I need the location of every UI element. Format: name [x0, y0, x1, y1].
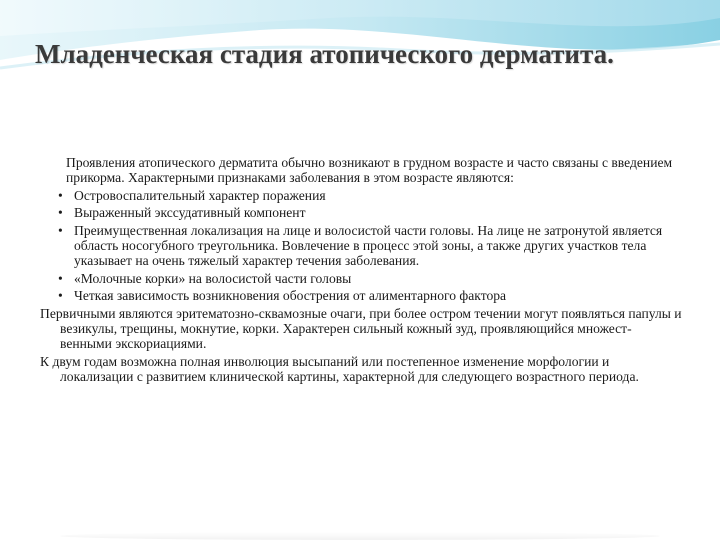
bottom-shadow-decoration — [60, 532, 660, 540]
bullet-item — [44, 188, 682, 203]
body-paragraph: Первичными являются эритематозно-сквамозные очаги, при более остром течении могут появляться папулы и везикулы, трещины, мокнутие, корки. Характерен сильный кожный зуд, проявляющийся множест-венными экскориациями. — [40, 305, 682, 352]
slide-title: Младенческая стадия атопического дерматита. — [35, 39, 614, 69]
bullet-marker: • — [58, 187, 63, 203]
bullet-marker: • — [58, 205, 63, 221]
bullet-item — [44, 205, 682, 220]
intro-paragraph: Проявления атопического дерматита обычно возникают в грудном возрасте и часто связаны с введением прикорма. Характерными признаками заболевания в этом возрасте являются: — [66, 155, 673, 186]
body-paragraph: К двум годам возможна полная инволюция высыпаний или постепенное изменение морфологии и локализации с развитием клинической картины, характерной для следующего возрастного периода. — [40, 353, 639, 385]
bullet-item — [44, 288, 682, 303]
bullet-text: Выраженный экссудативный компонент — [74, 205, 306, 221]
bullet-text: Преимущественная локализация на лице и волосистой части головы. На лице не затронутой является область носогубного треугольника. Вовлечение в процесс этой зоны, а также других участков тела указывает на очень тяжелый характер течения заболевания. — [74, 222, 663, 269]
bullet-item — [44, 271, 682, 286]
bullet-item — [44, 223, 682, 269]
bullet-marker: • — [58, 222, 63, 238]
slide-body — [40, 155, 682, 387]
bullet-text: Островоспалительный характер поражения — [74, 187, 326, 203]
bullet-text: Четкая зависимость возникновения обострения от алиментарного фактора — [74, 288, 507, 304]
bullet-marker: • — [58, 288, 63, 304]
bullet-text: «Молочные корки» на волосистой части головы — [74, 270, 352, 286]
bullet-marker: • — [58, 270, 63, 286]
